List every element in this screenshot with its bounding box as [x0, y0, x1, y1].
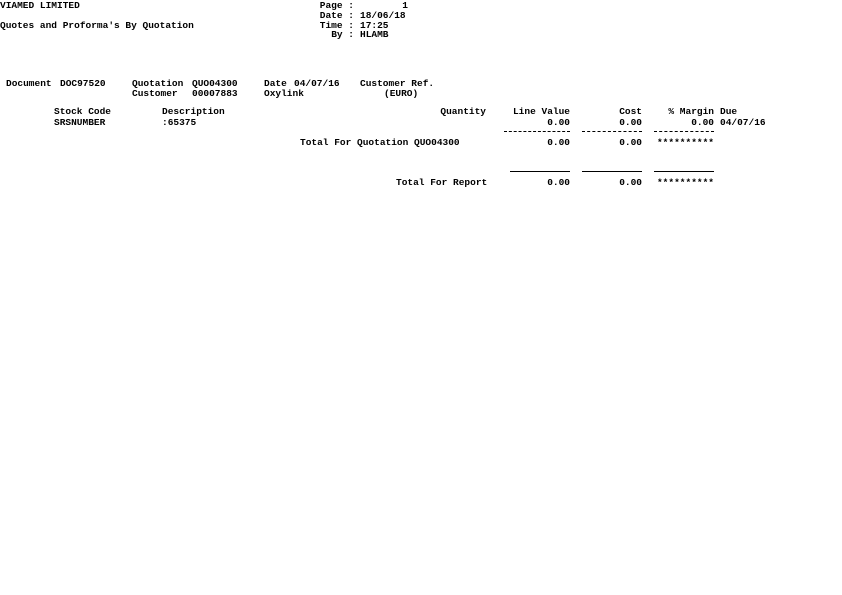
- report-total-line-value: 0.00: [547, 177, 570, 188]
- col-header-quantity: Quantity: [440, 106, 486, 117]
- col-header-description: Description: [162, 106, 225, 117]
- customer-number: 00007883: [192, 88, 238, 99]
- cost-cell: 0.00: [619, 117, 642, 128]
- report-total-cost: 0.00: [619, 177, 642, 188]
- customer-label: Customer: [132, 88, 178, 99]
- quotation-label: Quotation: [132, 78, 184, 89]
- description-cell: :65375: [162, 117, 197, 128]
- margin-subtotal-rule: [654, 131, 714, 132]
- report-total-margin: **********: [656, 177, 714, 188]
- report-date: 18/06/18: [360, 10, 406, 21]
- quotation-total-label: Total For Quotation QUO04300: [300, 137, 460, 148]
- col-header-due: Due: [720, 106, 738, 117]
- quote-date: 04/07/16: [294, 78, 340, 89]
- time-label: Time :: [319, 20, 354, 31]
- due-cell: 04/07/16: [720, 117, 766, 128]
- page-label: Page :: [319, 0, 354, 11]
- document-number: DOC97520: [60, 78, 106, 89]
- quotation-total-margin: **********: [656, 137, 714, 148]
- page-number: 1: [402, 0, 408, 11]
- date-label: Date :: [319, 10, 354, 21]
- stock-code-cell: SRSNUMBER: [54, 117, 106, 128]
- quotation-total-cost: 0.00: [619, 137, 642, 148]
- customer-ref-label: Customer Ref.: [360, 78, 435, 89]
- currency: (EURO): [384, 88, 419, 99]
- col-header-margin: % Margin: [668, 106, 714, 117]
- report-user: HLAMB: [360, 29, 389, 40]
- report-time: 17:25: [360, 20, 389, 31]
- col-header-line-value: Line Value: [512, 106, 570, 117]
- company-name: VIAMED LIMITED: [0, 0, 80, 11]
- margin-cell: 0.00: [691, 117, 714, 128]
- col-header-stock-code: Stock Code: [54, 106, 112, 117]
- customer-name: Oxylink: [264, 88, 304, 99]
- cost-subtotal-rule: [582, 131, 642, 132]
- cost-total-rule: [582, 171, 642, 172]
- line-value-total-rule: [510, 171, 570, 172]
- document-label: Document: [6, 78, 52, 89]
- line-value-cell: 0.00: [547, 117, 570, 128]
- quote-date-label: Date: [264, 78, 287, 89]
- report-title: Quotes and Proforma's By Quotation: [0, 20, 194, 31]
- col-header-cost: Cost: [619, 106, 642, 117]
- quotation-total-line-value: 0.00: [547, 137, 570, 148]
- by-label: By :: [331, 29, 354, 40]
- quotation-number: QUO04300: [192, 78, 238, 89]
- margin-total-rule: [654, 171, 714, 172]
- report-total-label: Total For Report: [396, 177, 488, 188]
- line-value-subtotal-rule: [504, 131, 570, 132]
